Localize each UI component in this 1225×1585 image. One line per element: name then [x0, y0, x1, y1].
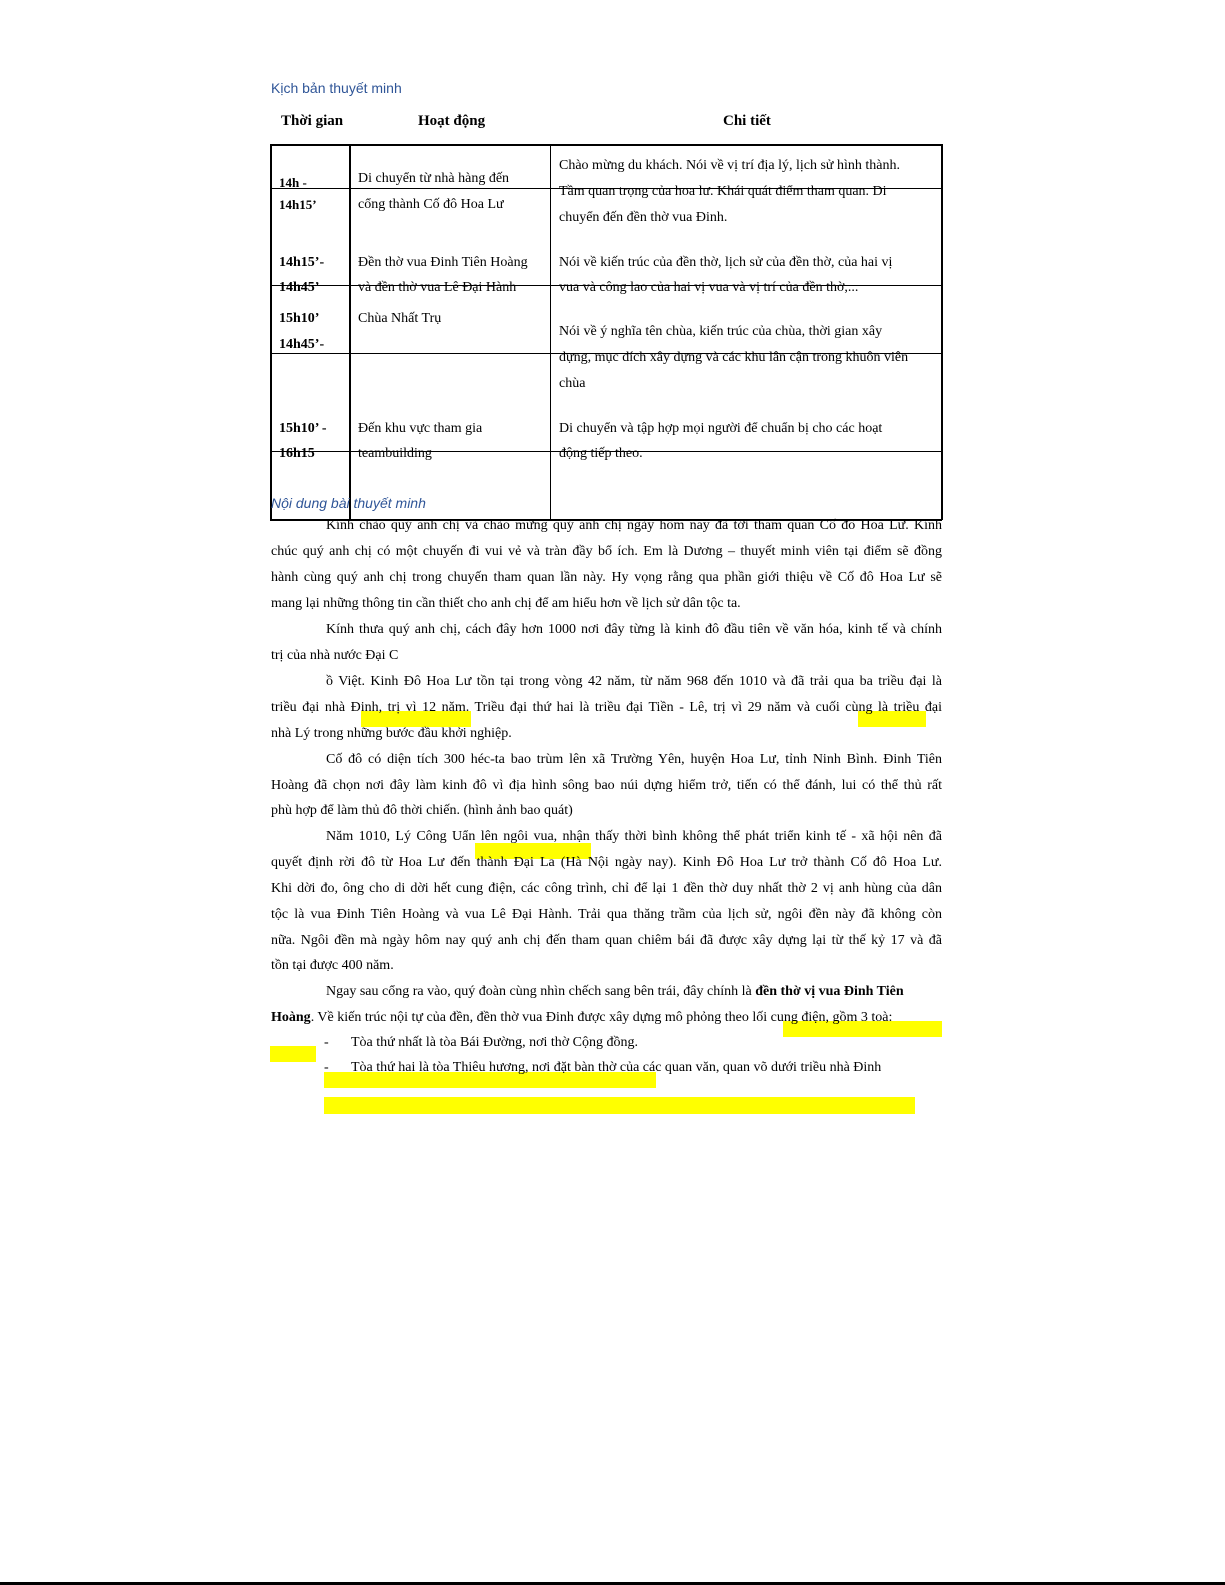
- row1-detail: chuyển đến đền thờ vua Đinh.: [559, 210, 728, 225]
- row1-detail: Chào mừng du khách. Nói về vị trí địa lý, lịch sử hình thành.: [559, 158, 901, 173]
- text-line: [326, 984, 942, 1000]
- text-run: . Về kiến trúc nội tự của đền, đền thờ vua Đinh được xây dựng mô phỏng theo lối cung điện, gồm 3 toà:: [310, 1010, 893, 1025]
- script-heading: Kịch bản thuyết minh: [271, 80, 402, 96]
- row4-activity: teambuilding: [358, 446, 432, 461]
- column-header-time: Thời gian: [281, 113, 344, 129]
- row2-detail: Nói về kiến trúc của đền thờ, lịch sử của đền thờ, của hai vị: [559, 255, 893, 270]
- row3-activity: Chùa Nhất Trụ: [358, 311, 442, 326]
- text-line: ồ Việt. Kinh Đô Hoa Lư tồn tại trong vòng 42 năm, từ năm 968 đến 1010 và đã trải qua ba triều đại là: [326, 674, 942, 689]
- row2-time: 14h45’: [279, 280, 320, 295]
- text-line: chúc quý anh chị có một chuyến đi vui vẻ và tràn đầy bổ ích. Em là Dương – thuyết minh viên tại điểm sẽ đồng: [271, 544, 942, 559]
- text-line: hành cùng quý anh chị trong chuyến tham quan lần này. Hy vọng rằng qua phần giới thiệu về Cố đô Hoa Lư sẽ: [271, 570, 942, 585]
- text-line: trị của nhà nước Đại C: [271, 648, 399, 663]
- text-run: Ngay sau cổng ra vào, quý đoàn cùng nhìn chếch sang bên trái, đây chính là: [326, 984, 756, 999]
- row3-detail: chùa: [559, 376, 586, 391]
- row3-time: 14h45’-: [279, 337, 325, 352]
- highlight-mark: [324, 1097, 915, 1114]
- text-line: triều đại nhà Đinh, trị vì 12 năm. Triều đại thứ hai là triều đại Tiền - Lê, trị vì 29 năm và cuối cùng là triều đại: [271, 700, 942, 715]
- row4-detail: Di chuyển và tập hợp mọi người để chuẩn bị cho các hoạt: [559, 421, 883, 436]
- text-line: Kính thưa quý anh chị, cách đây hơn 1000 nơi đây từng là kinh đô đầu tiên về văn hóa, kinh tế và chính: [326, 622, 942, 637]
- row2-detail: vua và công lao của hai vị vua và vị trí của đền thờ,...: [559, 280, 859, 295]
- column-header-detail: Chi tiết: [723, 113, 771, 129]
- text-run-bold: đền thờ vị vua Đinh Tiên: [755, 984, 904, 999]
- row4-activity: Đến khu vực tham gia: [358, 421, 483, 436]
- text-line: [271, 1010, 942, 1026]
- text-line: tộc là vua Đinh Tiên Hoàng và vua Lê Đại Hành. Trải qua thăng trầm của lịch sử, ngôi đền này đã không còn: [271, 907, 942, 922]
- column-header-activity: Hoạt động: [418, 113, 486, 129]
- row1-activity: cổng thành Cố đô Hoa Lư: [358, 197, 504, 212]
- text-line: quyết định rời đô từ Hoa Lư đến thành Đại La (Hà Nội ngày nay). Kinh Đô Hoa Lư trở thành Cố đô Hoa Lư.: [271, 855, 942, 870]
- text-line: nhà Lý trong những bước đầu khởi nghiệp.: [271, 726, 512, 741]
- row2-time: 14h15’-: [279, 255, 325, 270]
- row1-time: 14h15’: [279, 197, 317, 212]
- row2-activity: và đền thờ vua Lê Đại Hành: [358, 280, 517, 295]
- row1-detail: Tầm quan trọng của hoa lư. Khái quát điểm tham quan. Di: [559, 184, 887, 199]
- text-line: Kính chào quý anh chị và chào mừng quý anh chị ngày hôm nay đã tới tham quan Cố đô Hoa Lư. Kính: [326, 518, 942, 533]
- text-line: mang lại những thông tin cần thiết cho anh chị để am hiểu hơn về lịch sử dân tộc ta.: [271, 596, 741, 611]
- bullet-text: Tòa thứ nhất là tòa Bái Đường, nơi thờ Cộng đồng.: [351, 1035, 639, 1050]
- text-line: Khi dời đo, ông cho di dời hết cung điện, các công trình, chỉ để lại 1 đền thờ duy nhất thờ 2 vị anh hùng của dân: [271, 881, 942, 896]
- row3-time: 15h10’: [279, 311, 320, 326]
- text-line: phù hợp để làm thủ đô thời chiến. (hình ảnh bao quát): [271, 803, 573, 818]
- row4-time: 16h15: [279, 446, 315, 461]
- highlight-mark: [270, 1046, 316, 1062]
- content-heading: Nội dung bài thuyết minh: [271, 495, 426, 511]
- row4-detail: động tiếp theo.: [559, 446, 643, 461]
- row1-activity: Di chuyển từ nhà hàng đến: [358, 171, 510, 186]
- text-line: Cố đô có diện tích 300 héc-ta bao trùm lên xã Trường Yên, huyện Hoa Lư, tỉnh Ninh Bình. Đinh Tiên: [326, 752, 942, 767]
- text-line: nữa. Ngôi đền mà ngày hôm nay quý anh chị đến tham quan chiêm bái đã được xây dựng lại từ thế kỷ 17 và đã: [271, 933, 942, 948]
- row3-detail: Nói về ý nghĩa tên chùa, kiến trúc của chùa, thời gian xây: [559, 324, 883, 339]
- text-line: Năm 1010, Lý Công Uẩn lên ngôi vua, nhận thấy thời bình không thể phát triển kinh tế - xã hội nên đã: [326, 829, 942, 844]
- text-run-bold: Hoàng: [271, 1010, 311, 1025]
- row3-detail: dựng, mục đích xây dựng và các khu lân cận trong khuôn viên: [559, 350, 909, 365]
- bullet-dash: -: [324, 1060, 329, 1075]
- text-line: Hoàng đã chọn nơi đây làm kinh đô vì địa hình sông bao núi dựng hiểm trở, tiến có thể đánh, lui có thể thủ rất: [271, 778, 942, 793]
- row2-activity: Đền thờ vua Đinh Tiên Hoàng: [358, 255, 528, 270]
- bullet-dash: -: [324, 1035, 329, 1050]
- bullet-text: Tòa thứ hai là tòa Thiêu hương, nơi đặt bàn thờ của các quan văn, quan võ dưới triều nhà Đinh: [351, 1060, 882, 1075]
- row1-time: 14h -: [279, 175, 307, 190]
- text-line: tồn tại được 400 năm.: [271, 958, 394, 973]
- row4-time: 15h10’ -: [279, 421, 327, 436]
